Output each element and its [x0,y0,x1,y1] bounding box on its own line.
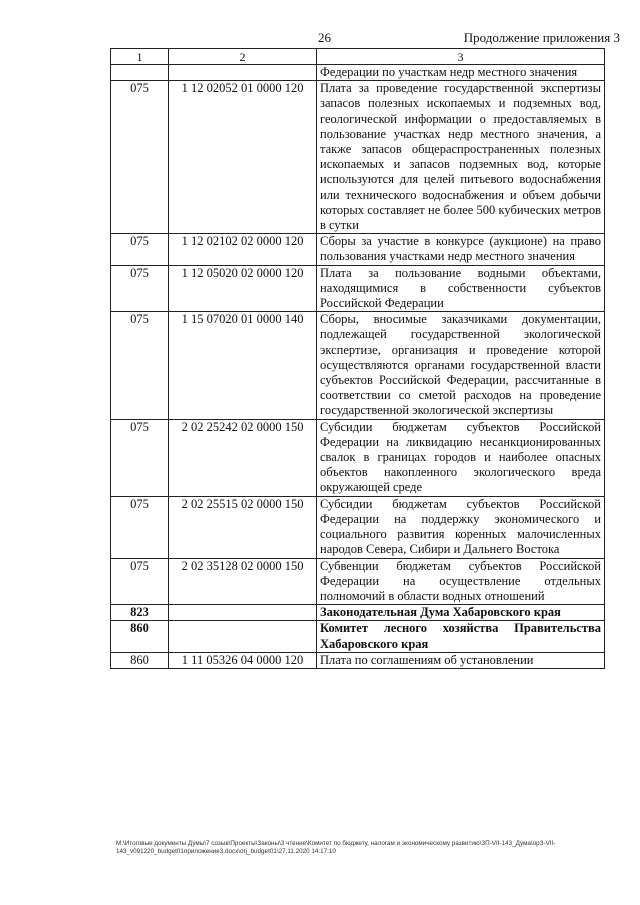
agency-code-cell: 860 [111,652,169,668]
agency-code-cell: 075 [111,312,169,419]
table-row [111,234,605,265]
description-cell: Плата по соглашениям об установлении [317,652,605,668]
agency-code-cell: 823 [111,605,169,621]
agency-code-cell: 075 [111,496,169,558]
budget-code-cell [169,605,317,621]
description-cell: Плата за пользование водными объектами, находящимися в собственности субъектов Российской Федерации [317,265,605,312]
agency-code-cell: 075 [111,265,169,312]
description-cell: Субсидии бюджетам субъектов Российской Федерации на ликвидацию несанкционированных свалок в границах городов и наиболее опасных объектов накопленного экологического вреда окружающей среде [317,419,605,496]
agency-code-cell: 075 [111,81,169,234]
budget-code-cell: 2 02 35128 02 0000 150 [169,558,317,605]
revenue-codes-table [110,48,605,669]
budget-code-cell: 1 11 05326 04 0000 120 [169,652,317,668]
budget-code-cell: 1 12 02102 02 0000 120 [169,234,317,265]
budget-code-cell [169,621,317,652]
agency-code-cell: 860 [111,621,169,652]
budget-code-cell: 1 12 02052 01 0000 120 [169,81,317,234]
budget-code-cell: 1 12 05020 02 0000 120 [169,265,317,312]
table-row [111,558,605,605]
table-row [111,496,605,558]
table-row [111,605,605,621]
table-row [111,419,605,496]
table-row [111,65,605,81]
description-cell: Сборы за участие в конкурсе (аукционе) на право пользования участками недр местного значения [317,234,605,265]
column-header: 2 [169,49,317,65]
description-cell: Плата за проведение государственной экспертизы запасов полезных ископаемых и подземных вод, геологической информации о предоставляемых в пользование участках недр местного значения, а также запасов общераспространенных полезных ископаемых и запасов подземных вод, которые используются для целей питьевого водоснабжения или технического водоснабжения и объем добычи которых составляет не более 500 кубических метров в сутки [317,81,605,234]
column-header: 3 [317,49,605,65]
page-number: 26 [318,30,331,45]
agency-code-cell [111,65,169,81]
agency-code-cell: 075 [111,558,169,605]
description-cell: Законодательная Дума Хабаровского края [317,605,605,621]
budget-code-cell: 1 15 07020 01 0000 140 [169,312,317,419]
description-cell: Сборы, вносимые заказчиками документации, подлежащей государственной экологической экспертизе, организация и проведение которой осуществляются органами государственной власти субъектов Российской Федерации, рассчитанные в соответствии со сметой расходов на проведение государственной экологической экспертизы [317,312,605,419]
budget-code-cell: 2 02 25515 02 0000 150 [169,496,317,558]
description-cell: Субсидии бюджетам субъектов Российской Федерации на поддержку экономического и социального развития коренных малочисленных народов Севера, Сибири и Дальнего Востока [317,496,605,558]
column-header: 1 [111,49,169,65]
table-row [111,652,605,668]
table-header-row [111,49,605,65]
table-row [111,81,605,234]
budget-code-cell: 2 02 25242 02 0000 150 [169,419,317,496]
table-row [111,265,605,312]
description-cell: Федерации по участкам недр местного значения [317,65,605,81]
budget-code-cell [169,65,317,81]
table-row [111,312,605,419]
description-cell: Комитет лесного хозяйства Правительства Хабаровского края [317,621,605,652]
agency-code-cell: 075 [111,419,169,496]
document-path-footer: M:\Итоговые документы Думы\7 созыв\Проекты\Законы\3 чтение\Комитет по бюджету, налогам и экономическому развитию\ЗП-VII-143_Дума\орЗ-VII-143_v091220_budget01приложение3.docx\orj_budget01\27.11.2020 14:17:10 [116,840,556,855]
agency-code-cell: 075 [111,234,169,265]
continuation-label: Продолжение приложения 3 [463,30,620,45]
description-cell: Субвенции бюджетам субъектов Российской Федерации на осуществление отдельных полномочий в области водных отношений [317,558,605,605]
table-row [111,621,605,652]
